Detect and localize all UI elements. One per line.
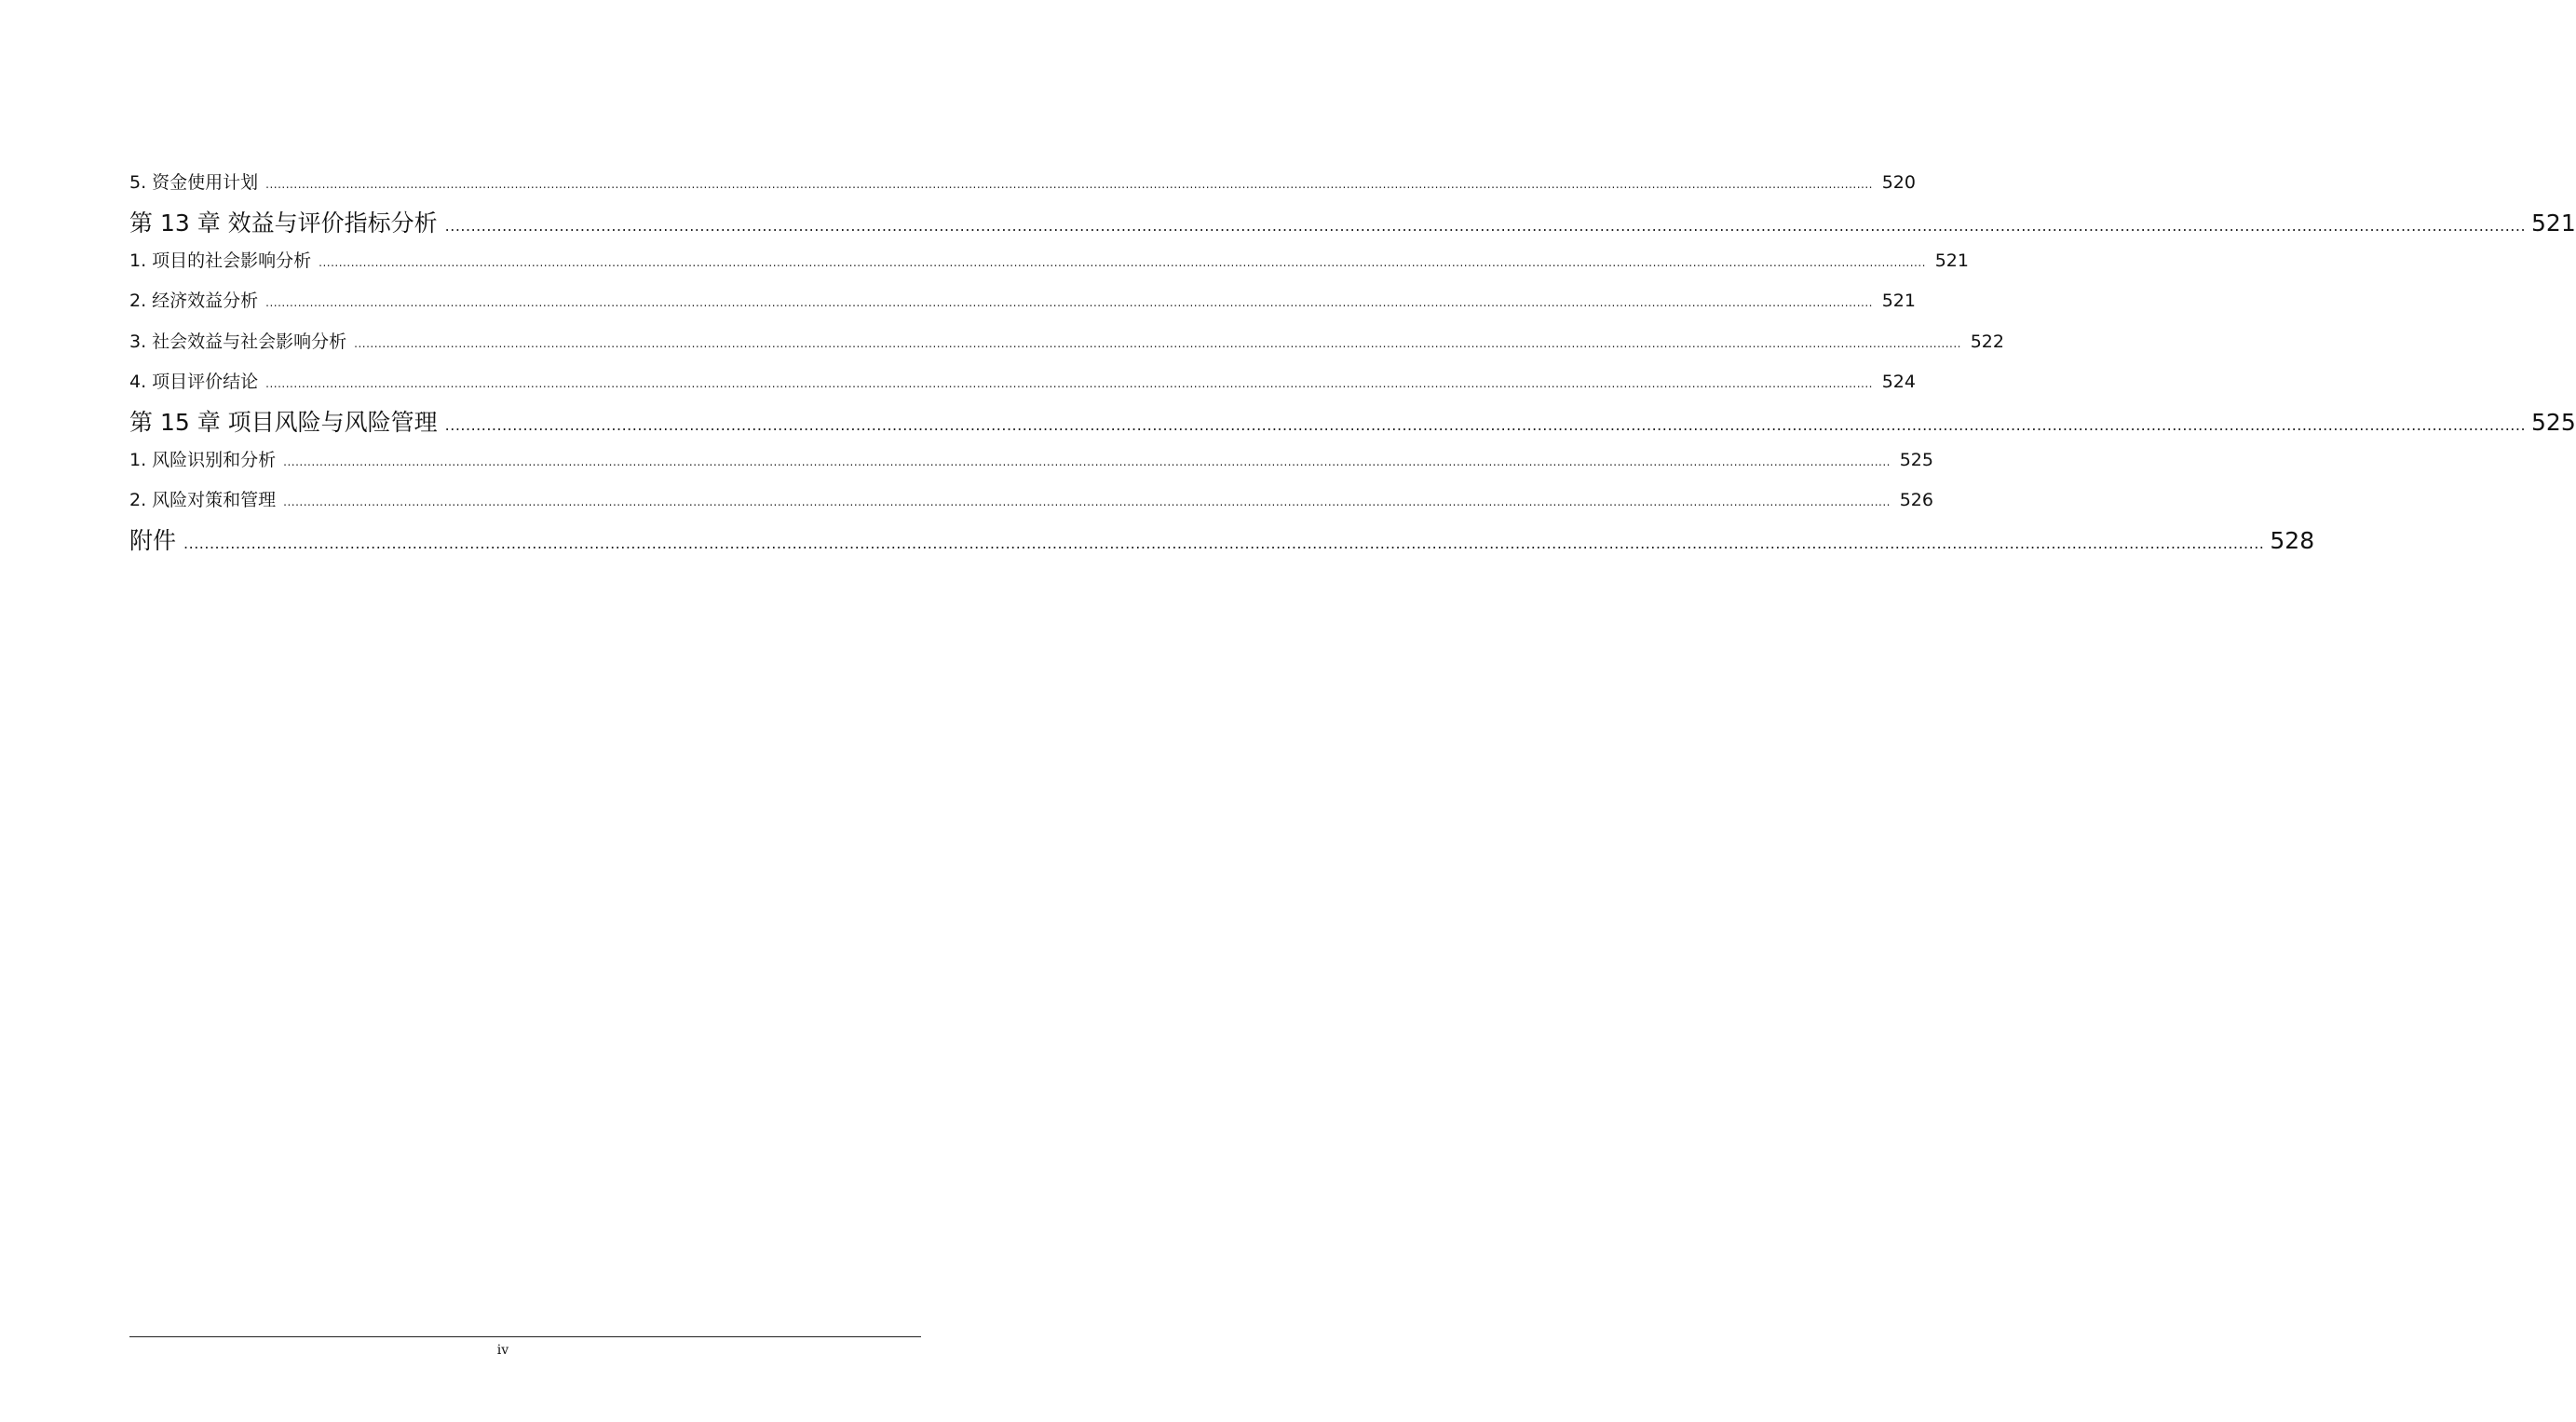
toc-entry-page: 524 (1881, 372, 1916, 392)
toc-entry-title: 2. 经济效益分析 (129, 291, 259, 311)
toc-entry[interactable] (129, 481, 1933, 522)
dot-leader: ................................................................................................................................................................................................................................................................................................................................................................................................................ (354, 336, 1961, 350)
toc-entry[interactable] (129, 323, 2004, 364)
toc-entry[interactable] (129, 164, 1916, 205)
toc-entry[interactable] (129, 363, 1916, 404)
page-number: iv (496, 1343, 509, 1358)
dot-leader: ................................................................................................................................................................................................................................................................................................................................................................................................................ (265, 296, 1873, 309)
dot-leader: ................................................................................................................................................................................................................................................................................................................................................................................................................ (265, 377, 1873, 390)
toc-entry-page: 525 (1899, 449, 1933, 470)
toc-entry-page: 521 (1881, 291, 1916, 311)
toc-entry-page: 525 (2531, 408, 2576, 436)
footer-divider (129, 1336, 921, 1337)
toc-entry-page: 522 (1970, 331, 2004, 352)
dot-leader: ................................................................................................................................................................................................................................................................................................................................................................................................................ (283, 454, 1891, 468)
toc-entry[interactable] (129, 282, 1916, 323)
toc-chapter-entry[interactable] (129, 522, 2315, 560)
toc-entry-title: 4. 项目评价结论 (129, 372, 259, 392)
toc-entry-title: 2. 风险对策和管理 (129, 490, 277, 510)
toc-entry-title: 附件 (129, 526, 177, 554)
toc-entry-title: 1. 风险识别和分析 (129, 449, 277, 470)
toc-entry-title: 1. 项目的社会影响分析 (129, 250, 312, 271)
toc-chapter-entry[interactable] (129, 205, 2576, 242)
toc-entry-page: 528 (2270, 526, 2315, 554)
toc-entry-page: 521 (2531, 209, 2576, 237)
dot-leader: ................................................................................................................................................................................................................................................................................................................................................................................................................ (265, 178, 1873, 191)
dot-leader: ................................................................................................................................................................................................................................................................................................................................................................................................................ (444, 216, 2527, 235)
dot-leader: ................................................................................................................................................................................................................................................................................................................................................................................................................ (444, 415, 2527, 434)
toc-entry-page: 520 (1881, 172, 1916, 193)
toc-entry-title: 3. 社会效益与社会影响分析 (129, 331, 347, 352)
dot-leader: ................................................................................................................................................................................................................................................................................................................................................................................................................ (319, 255, 1926, 269)
toc-entry-page: 526 (1899, 490, 1933, 510)
toc-chapter-entry[interactable] (129, 404, 2576, 441)
toc-entry-title: 第 13 章 效益与评价指标分析 (129, 209, 438, 237)
table-of-contents (129, 164, 2576, 560)
toc-entry[interactable] (129, 441, 1933, 482)
toc-entry-title: 5. 资金使用计划 (129, 172, 259, 193)
toc-entry-page: 521 (1934, 250, 1969, 271)
toc-entry[interactable] (129, 242, 1969, 283)
dot-leader: ................................................................................................................................................................................................................................................................................................................................................................................................................ (283, 495, 1891, 508)
toc-entry-title: 第 15 章 项目风险与风险管理 (129, 408, 438, 436)
dot-leader: ................................................................................................................................................................................................................................................................................................................................................................................................................ (183, 534, 2265, 552)
